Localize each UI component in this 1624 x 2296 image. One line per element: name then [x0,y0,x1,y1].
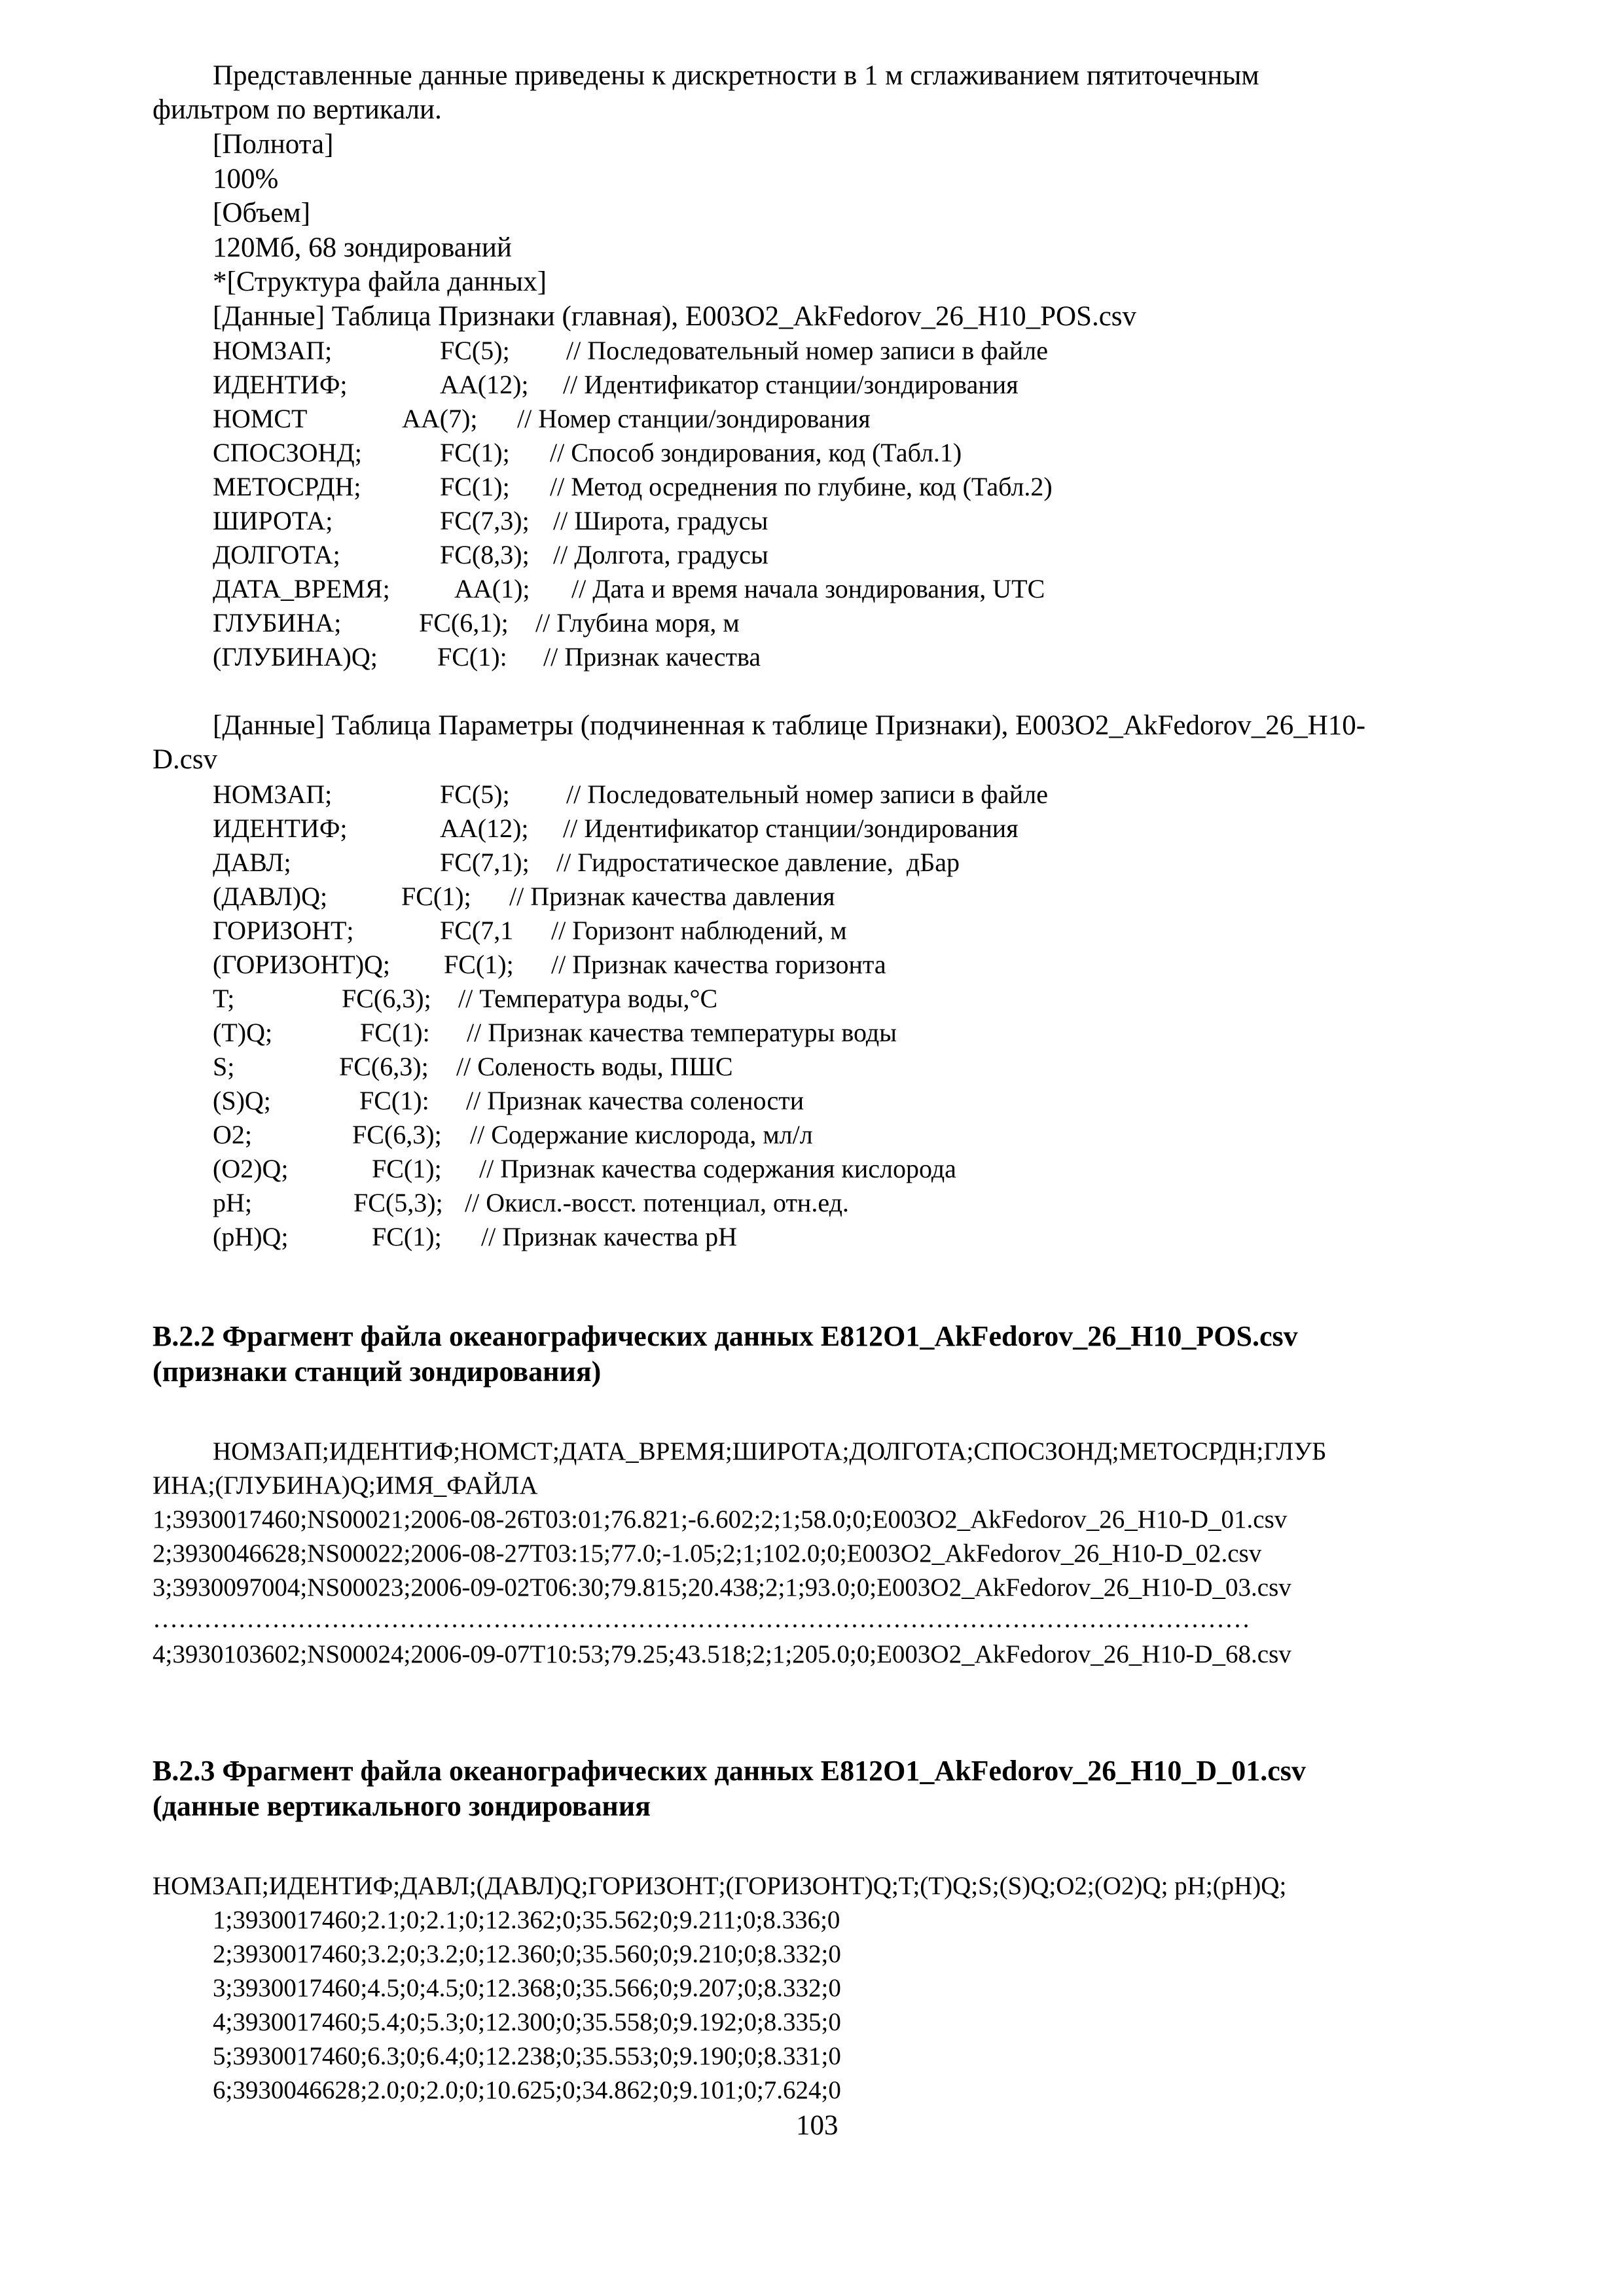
field-format: FC(7,1); [440,848,530,877]
field-comment: // Соленость воды, ПШС [456,1052,733,1081]
field-comment: // Признак качества давления [509,882,835,911]
field-comment: // Способ зондирования, код (Табл.1) [550,438,962,467]
field-format: FC(5); [440,780,510,809]
table2-title-line-2: D.csv [153,744,218,775]
field-format: FC(5); [440,336,510,365]
section-b22-heading-line-1: B.2.2 Фрагмент файла океанографических данных E812O1_AkFedorov_26_H10_POS.csv [153,1320,1298,1352]
field-format: FC(1): [359,1086,429,1115]
field-name: ИДЕНТИФ; [213,814,348,843]
field-format: FC(1); [372,1154,442,1183]
data-row: 1;3930017460;NS00021;2006-08-26T03:01;76.821;-6.602;2;1;58.0;0;E003O2_AkFedorov_26_H10-D_01.csv [153,1505,1288,1534]
field-format: FC(1); [440,438,510,467]
field-name: ГОРИЗОНТ; [213,916,354,945]
field-comment: // Последовательный номер записи в файле [566,336,1048,365]
field-format: AA(12); [440,370,529,399]
field-format: FC(6,3); [342,984,431,1013]
field-name: СПОСЗОНД; [213,438,362,467]
completeness-value: 100% [213,164,279,194]
field-format: AA(7); [402,404,478,433]
b22-header-line-2: ИНА;(ГЛУБИНА)Q;ИМЯ_ФАЙЛА [153,1471,538,1499]
field-name: (T)Q; [213,1018,273,1047]
field-format: FC(1): [437,642,507,672]
data-row: 1;3930017460;2.1;0;2.1;0;12.362;0;35.562;0;9.211;0;8.336;0 [213,1906,840,1934]
data-row: 2;3930017460;3.2;0;3.2;0;12.360;0;35.560;0;9.210;0;8.332;0 [213,1940,841,1968]
field-comment: // Признак качества pH [481,1222,737,1251]
field-comment: // Номер станции/зондирования [517,404,871,433]
section-b23-heading-line-1: B.2.3 Фрагмент файла океанографических данных E812O1_AkFedorov_26_H10_D_01.csv [153,1755,1306,1787]
structure-label: *[Структура файла данных] [213,266,547,297]
field-comment: // Окисл.-восст. потенциал, отн.ед. [465,1188,849,1217]
field-format: FC(6,3); [339,1052,429,1081]
field-comment: // Горизонт наблюдений, м [551,916,847,945]
field-format: FC(1); [444,950,514,979]
field-name: (O2)Q; [213,1154,289,1183]
field-format: FC(7,1 [440,916,514,945]
field-format: FC(6,3); [352,1120,442,1149]
field-comment: // Температура воды,°C [458,984,718,1013]
field-comment: // Последовательный номер записи в файле [566,780,1048,809]
field-comment: // Долгота, градусы [553,540,768,569]
page-number: 103 [796,2110,839,2141]
data-row: 5;3930017460;6.3;0;6.4;0;12.238;0;35.553;0;9.190;0;8.331;0 [213,2042,841,2070]
b23-header-line: НОМЗАП;ИДЕНТИФ;ДАВЛ;(ДАВЛ)Q;ГОРИЗОНТ;(ГОРИЗОНТ)Q;T;(T)Q;S;(S)Q;O2;(O2)Q; pH;(pH)Q; [153,1872,1287,1900]
field-name: НОМСТ [213,404,308,433]
field-comment: // Признак качества содержания кислорода [479,1154,956,1183]
field-name: (ДАВЛ)Q; [213,882,328,911]
data-row: 6;3930046628;2.0;0;2.0;0;10.625;0;34.862;0;9.101;0;7.624;0 [213,2076,841,2104]
field-comment: // Широта, градусы [553,506,768,535]
field-format: AA(1); [454,574,530,603]
field-name: МЕТОСРДН; [213,472,361,501]
data-row: 4;3930103602;NS00024;2006-09-07T10:53;79.25;43.518;2;1;205.0;0;E003O2_AkFedorov_26_H10-D_68.csv [153,1640,1291,1668]
data-row: 3;3930097004;NS00023;2006-09-02T06:30;79.815;20.438;2;1;93.0;0;E003O2_AkFedorov_26_H10-D_03.csv [153,1573,1291,1602]
field-comment: // Глубина моря, м [535,608,740,637]
field-name: O2; [213,1120,252,1149]
field-format: AA(12); [440,814,529,843]
field-format: FC(1); [440,472,510,501]
field-comment: // Содержание кислорода, мл/л [470,1120,813,1149]
volume-label: [Объем] [213,198,311,228]
completeness-label: [Полнота] [213,129,334,160]
field-name: ИДЕНТИФ; [213,370,348,399]
section-b22-heading-line-2: (признаки станций зондирования) [153,1355,602,1388]
field-comment: // Метод осреднения по глубине, код (Табл.2) [550,472,1053,501]
table1-title: [Данные] Таблица Признаки (главная), E003O2_AkFedorov_26_H10_POS.csv [213,301,1137,332]
field-name: (S)Q; [213,1086,271,1115]
intro-line-1: Представленные данные приведены к дискретности в 1 м сглаживанием пятиточечным [213,60,1259,91]
field-name: ДОЛГОТА; [213,540,340,569]
field-name: ДАТА_ВРЕМЯ; [213,574,390,603]
intro-line-2: фильтром по вертикали. [153,94,442,125]
ellipsis-row: ………………………………………………………………………………………………………………… [153,1605,1250,1633]
field-comment: // Дата и время начала зондирования, UTC [571,574,1045,603]
volume-value: 120Мб, 68 зондирований [213,232,512,263]
field-comment: // Признак качества солености [466,1086,804,1115]
field-comment: // Признак качества [543,642,761,672]
field-name: ДАВЛ; [213,848,291,877]
field-format: FC(1); [401,882,471,911]
field-name: (pH)Q; [213,1222,289,1251]
field-format: FC(1): [360,1018,430,1047]
b22-header-line-1: НОМЗАП;ИДЕНТИФ;НОМСТ;ДАТА_ВРЕМЯ;ШИРОТА;ДОЛГОТА;СПОСЗОНД;МЕТОСРДН;ГЛУБ [213,1437,1327,1465]
field-name: (ГЛУБИНА)Q; [213,642,378,672]
field-format: FC(6,1); [419,608,509,637]
field-name: ШИРОТА; [213,506,333,535]
field-comment: // Признак качества температуры воды [467,1018,897,1047]
field-name: НОМЗАП; [213,780,333,809]
field-format: FC(1); [372,1222,442,1251]
section-b23-heading-line-2: (данные вертикального зондирования [153,1790,651,1822]
field-name: (ГОРИЗОНТ)Q; [213,950,391,979]
field-name: НОМЗАП; [213,336,333,365]
field-name: S; [213,1052,235,1081]
table2-title-line-1: [Данные] Таблица Параметры (подчиненная к таблице Признаки), E003O2_AkFedorov_26_H10- [213,710,1366,741]
data-row: 2;3930046628;NS00022;2006-08-27T03:15;77.0;-1.05;2;1;102.0;0;E003O2_AkFedorov_26_H10-D_02.csv [153,1539,1262,1568]
field-format: FC(8,3); [440,540,530,569]
data-row: 4;3930017460;5.4;0;5.3;0;12.300;0;35.558;0;9.192;0;8.335;0 [213,2008,841,2036]
field-format: FC(7,3); [440,506,530,535]
field-name: T; [213,984,235,1013]
field-name: pH; [213,1188,252,1217]
field-comment: // Признак качества горизонта [551,950,886,979]
field-comment: // Идентификатор станции/зондирования [563,370,1019,399]
field-comment: // Идентификатор станции/зондирования [563,814,1019,843]
data-row: 3;3930017460;4.5;0;4.5;0;12.368;0;35.566;0;9.207;0;8.332;0 [213,1974,841,2002]
field-comment: // Гидростатическое давление, дБар [556,848,960,877]
field-name: ГЛУБИНА; [213,608,342,637]
field-format: FC(5,3); [353,1188,443,1217]
